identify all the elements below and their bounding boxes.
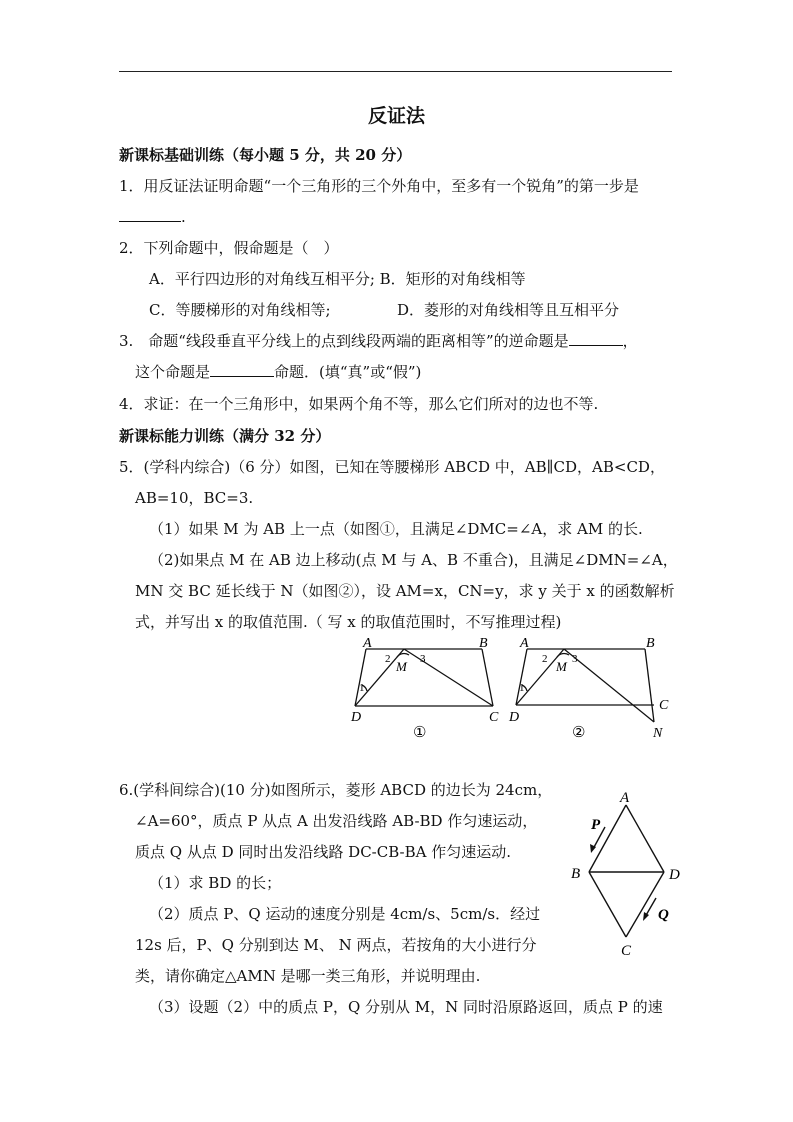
q4-text: 4．求证：在一个三角形中，如果两个角不等，那么它们所对的边也不等. xyxy=(119,395,599,413)
q6-part3: （3）设题（2）中的质点 P，Q 分别从 M，N 同时沿原路返回，质点 P 的速 xyxy=(149,998,663,1016)
fig1-label-d: D xyxy=(351,710,362,725)
q3-line2-b: 命题．(填“真”或“假”) xyxy=(274,363,422,381)
q3-blank-1 xyxy=(569,331,623,346)
q1-tail: . xyxy=(181,208,186,226)
q6-rhombus-figure xyxy=(565,783,690,963)
q3-line1 xyxy=(119,331,638,351)
fig2-segment-mn xyxy=(564,649,654,722)
fig2-angle-arc xyxy=(557,654,569,657)
q5-line1: 5．(学科内综合)（6 分）如图，已知在等腰梯形 ABCD 中，AB∥CD，AB<CD， xyxy=(119,458,665,476)
q6-part2c: 类，请你确定△AMN 是哪一类三角形，并说明理由. xyxy=(135,967,481,985)
arrow-q-head xyxy=(643,912,649,921)
section-heading-ability: 新课标能力训练（满分 32 分） xyxy=(119,427,331,445)
q5-part1: （1）如果 M 为 AB 上一点（如图①，且满足∠DMC=∠A，求 AM 的长. xyxy=(149,520,643,538)
q6-line3: 质点 Q 从点 D 同时出发沿线路 DC-CB-BA 作匀速运动. xyxy=(135,843,511,861)
fig2-side-da xyxy=(516,649,527,705)
fig2-label-a: A xyxy=(520,636,529,651)
q2-option-d: D．菱形的对角线相等且互相平分 xyxy=(397,301,620,319)
fig2-caption: ② xyxy=(572,725,586,741)
q3-line1-text: 3. 命题“线段垂直平分线上的点到线段两端的距离相等”的逆命题是 xyxy=(119,332,569,350)
section-heading-basic: 新课标基础训练（每小题 5 分，共 20 分） xyxy=(119,146,412,164)
q5-part2a: （2)如果点 M 在 AB 边上移动(点 M 与 A、B 不重合)，且满足∠DMN=∠A， xyxy=(149,551,678,569)
fig1-side-da xyxy=(355,649,366,706)
rhombus-side-dc xyxy=(626,872,664,937)
fig1-label-m: M xyxy=(396,659,407,674)
fig1-label-b: B xyxy=(479,636,488,651)
fig2-label-d: D xyxy=(509,710,520,725)
fig2-label-b: B xyxy=(646,636,655,651)
q1-answer-line xyxy=(119,207,186,227)
fig2-label-n: N xyxy=(653,726,663,741)
rhombus-label-p: P xyxy=(591,817,601,833)
q1-text: 1．用反证法证明命题“一个三角形的三个外角中，至多有一个锐角”的第一步是 xyxy=(119,177,639,195)
rhombus-label-c: C xyxy=(621,943,632,959)
fig2-angle-1-label: 1 xyxy=(519,682,525,694)
q2-option-c: C．等腰梯形的对角线相等; xyxy=(149,301,331,319)
q3-line2-a: 这个命题是 xyxy=(135,363,211,381)
fig1-angle-2-label: 2 xyxy=(385,653,391,665)
rhombus-side-ad xyxy=(626,805,664,872)
rhombus-label-a: A xyxy=(620,790,630,806)
q6-line1: 6.(学科间综合)(10 分)如图所示，菱形 ABCD 的边长为 24cm， xyxy=(119,781,553,799)
q6-line2: ∠A=60°，质点 P 从点 A 出发沿线路 AB-BD 作匀速运动， xyxy=(135,812,538,830)
q5-figure-2 xyxy=(506,634,676,744)
q3-line2 xyxy=(135,362,421,382)
q5-line2: AB=10，BC=3. xyxy=(135,489,254,507)
fig2-segment-dm xyxy=(516,649,564,705)
q1-blank xyxy=(119,207,181,222)
header-rule xyxy=(119,71,672,72)
q3-blank-2 xyxy=(210,362,274,377)
rhombus-label-b: B xyxy=(571,866,581,882)
q6-part2b: 12s 后，P、Q 分别到达 M、 N 两点，若按角的大小进行分 xyxy=(135,936,537,954)
fig1-segment-dm xyxy=(355,649,404,706)
fig1-angle-3-label: 3 xyxy=(420,653,426,665)
q5-part2c: 式，并写出 x 的取值范围.（ 写 x 的取值范围时，不写推理过程) xyxy=(135,613,562,631)
rhombus-label-q: Q xyxy=(658,907,669,923)
fig1-segment-mc xyxy=(404,649,493,706)
q2-option-a-b: A．平行四边形的对角线互相平分; B．矩形的对角线相等 xyxy=(149,270,526,288)
fig1-label-a: A xyxy=(363,636,372,651)
fig1-side-bc xyxy=(482,649,493,706)
fig2-angle-3-label: 3 xyxy=(572,653,578,665)
q6-part2a: （2）质点 P、Q 运动的速度分别是 4cm/s、5cm/s．经过 xyxy=(149,905,541,923)
q3-line1-tail: ， xyxy=(622,332,638,350)
fig1-label-c: C xyxy=(489,710,499,725)
rhombus-side-ab xyxy=(589,805,626,872)
fig2-side-bc-extended xyxy=(645,649,654,722)
q5-figure-1 xyxy=(345,634,505,744)
rhombus-label-d: D xyxy=(669,867,680,883)
fig1-caption: ① xyxy=(413,725,427,741)
q2-stem: 2．下列命题中，假命题是（ ） xyxy=(119,239,339,257)
fig1-angle-1-label: 1 xyxy=(359,682,365,694)
fig2-label-c: C xyxy=(659,698,669,713)
rhombus-side-bc xyxy=(589,872,626,937)
q6-part1: （1）求 BD 的长； xyxy=(149,874,282,892)
q5-part2b: MN 交 BC 延长线于 N（如图②），设 AM=x，CN=y，求 y 关于 x 的函数解析 xyxy=(135,582,675,600)
fig2-angle-2-label: 2 xyxy=(542,653,548,665)
page-title: 反证法 xyxy=(368,105,426,127)
fig2-label-m: M xyxy=(556,659,567,674)
